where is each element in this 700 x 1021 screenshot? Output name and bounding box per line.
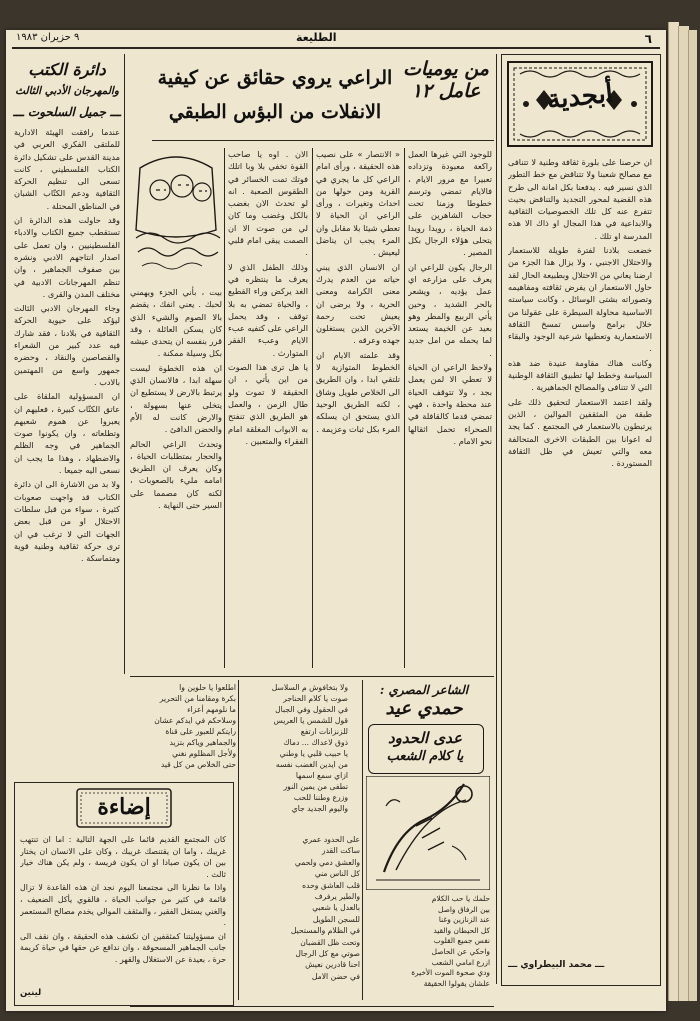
poem-line: ولا بتخافوش م السلاسل [271,683,348,692]
poem-line: ازرع امامي الشعب [431,957,490,967]
abjadiya-paragraph: وكانت هناك مقاومة عنيدة ضد هذه السياسة وخطط لها تطبيق الثقافة الوطنية التي لا تتنافى والمصالح الجماهيرية . [508,357,652,393]
abjadiya-paragraph: ان حرصنا على بلورة ثقافة وطنية لا تتنافى مع مصالح شعبنا ولا تتناقض مع خط التطور الذي نسير فيه . يدفعنا بكل امانة الى طرح هذه القضية لمحور التجديد والتناقض بحيث تتفرع عنه كل تلك الخصوصيات الثقافية والابداعية في هذا المجال او ذاك الا هذه المدرسة او تلك . [508,157,652,241]
article-paragraph: الان . اوه يا صاحب القوة تخفي بلا وبا اتلك فوتك تمت الخسائر في الطقوس الصعبة . انه لو تحدث الان بغضب بالكل وغضب وما كان لي من صوت الا ان الصمت يبقى امام قلبي . [228,149,308,258]
newspaper-page [6,30,666,1011]
poet-name: حمدي عيد [385,698,463,719]
article-column-4 [130,286,222,668]
idaa-paragraph: كان المجتمع القديم قائما على الجهة التالية : اما ان تنتهب غريبك ، واما ان يقتنصك غريبك ، وكان على الانسان ان يختار بين ان يكون صيادا او ان يكون فريسة ، ولم يكن هناك خيار ثالث . [20,835,226,879]
poem-line: وزرع وطننا للحب [293,793,348,802]
poem-line: من ايدين الغضب نفسه [275,760,348,769]
poem-top-rule [130,676,494,677]
poem-line: كل الناس مني [314,869,360,879]
column-rule [238,680,239,1000]
poem-line: وتحت ظل القضبان [300,937,360,947]
poem-line: يا حبيب قلبي يا وطني [279,749,348,758]
poem-line: علشان يقولوا الحقيقة [423,978,490,988]
poem-line: والطير يرفرف [314,892,360,902]
column-rule [124,54,125,674]
poem-line: رايتكم للعبور على قناة [165,727,236,736]
dairat-paragraph: ان المسؤولية الملقاة على عاتق الكتّاب كبيرة ، فعليهم ان يعبروا عن هموم شعبهم وتطلعاته ، وان يكونوا صوت الجماهير في وجه الظلم والاضطهاد ، وهذا ما يجب ان نسعى اليه جميعا . [14,391,120,476]
dairat-paragraph: عندما رافقت الهيئة الادارية للملتقى الفكري العربي في مدينة القدس على تشكيل دائرة الكتاب الفلسطيني ، كانت تسعى الى تنظيم الحركة الثقافية ودعم الكتّاب الشبان في المناطق المحتلة . [14,127,120,211]
poem-title-line1: عدى الحدود [387,729,462,747]
column-rule [404,148,405,668]
poem-line: قلب العاشق وحده [302,880,360,890]
poem-line: عند الزنازين وغنا [438,915,490,925]
bottom-rule [130,1006,494,1007]
headline-rule [152,140,494,141]
poem-line: تطفى من يمين النور [283,782,348,791]
poem-line: والجماهير وياكم بتزيد [169,738,236,747]
poem-line: اطلعوا يا حلوين وا [179,683,236,692]
article-illustration [130,148,222,278]
column-rule [496,54,497,984]
poem-line: في حضن الامل [311,971,360,981]
article-headline-line1: الراعي يروي حقائق عن كيفية [157,67,393,89]
article-paragraph: « الانتصار » على نصيب هذه الحقيقة ، ورأى امام الراعي كل ما يجري في القرية ومن حولها من احداث وتغيرات ، ورأى الراعي ان الحياة لا تعطي شيئا بلا مقابل وان المرء يجب ان يناضل ليعيش . [316,149,400,258]
poem-line: حلمك يا حب الكلام [431,894,490,903]
poem-line: على الحدود عمري [302,835,360,844]
column-rule [362,680,363,1000]
issue-date: ٩ حزيران ١٩٨٣ [16,32,80,43]
abjadiya-body [508,156,652,944]
article-paragraph: للوجود التي غيرها العمل راكعة معبودة وتزداده تعبيرا مع مرور الايام ، فالايام تمضي وترسم خطوطا وزمنا تحت حجاب الشاهرين على ذمة الحياة ، رويدا رويدا يتحلى هؤلاء الرجال بكل المصير . [408,149,492,258]
poem-line: بالعدل يا شعبي [312,903,360,913]
idaa-title: إضاءة [97,794,151,820]
poem-title-line2: يا كلام الشعب [386,749,464,764]
poem-line: ازاي سمع اسمها [295,771,348,780]
abjadiya-paragraph: ولقد اعتمد الاستعمار لتحقيق ذلك على طبقة من المثقفين الموالين ، الذين يرتبطون بالاستعمار في المجتمع . كما يجد له اعوانا بين الطبقات الاخرى المتحالفة معه والتي تعيش في ظل الثقافة المستوردة . [508,396,652,469]
poem-illustration [366,776,490,890]
idaa-paragraph: ان مسؤوليتنا كمثقفين ان نكشف هذه الحقيقة ، وان نقف الى جانب الجماهير المسحوقة ، وان ندافع عن حقها في حياة كريمة حرة ، بعيدة عن الاستغلال والقهر . [20,931,226,964]
article-column-1 [408,148,492,668]
idaa-signature: لينين [20,988,42,998]
article-column-2 [316,148,400,668]
article-paragraph: يا هل ترى هذا الصوت من اين يأتي ، ان الحقيقة لا تموت ولو طال الزمن ، والعمل هو الطريق الذي تنفتح به الابواب المغلقة امام الفقراء والمتعبين . [228,362,308,446]
poem-line: واحكي عن الحاصل [431,946,490,956]
section-name: الطليعة [296,31,337,44]
poem-stanza-c [366,894,490,1006]
poem-line: صوت يا كلام الحناجر [283,694,348,703]
sheet-edge [688,30,697,1001]
poem-line: في الظلام والمستحيل [290,926,360,936]
article-paragraph: وذلك الطفل الذي لا يعرف ما ينتظره في الغد يركض وراء القطيع ، والحياة تمضي به بلا توقف ، وقد يحمل الراعي على كتفيه عبء الايام وعبء الفقر المتوارث . [228,261,308,358]
article-headline-line2: الانفلات من البؤس الطبقي [168,101,382,123]
poem-line: واليوم الجديد جاي [291,804,348,813]
poet-label: الشاعر المصري : [379,683,469,697]
poem-line: والعشق دمي ولحمي [294,857,360,867]
article-paragraph: بيت ، بأني الجزء ويهمني لحبك . يعني انفك ، يقضم بالا الصوم والشيء الذي كان يسكن العائلة ، وقد قرر بنفسه ان يتحدى عيشه بكل وسيلة ممكنة . [130,287,222,359]
poem-line: صوتي مع كل الرجال [295,949,360,959]
abjadiya-byline: ـــ محمد البيطراوي ـــ [508,960,605,970]
page-number: ٦ [644,32,652,46]
article-paragraph: ان الانسان الذي يبني حياته من العدم يدرك معنى الكرامة ومعنى الحرية ، ولا يرضى ان يعيش تحت رحمة الآخرين الذين يستغلون جهده وعرقه . [316,261,400,346]
dairat-title: دائرة الكتب [28,60,106,79]
poem-line: نفس جميع القلوب [433,936,490,946]
poem-line: احنا قادرين نعيش [305,960,360,970]
article-paragraph: ولاحظ الراعي ان الحياة لا تعطي الا لمن يعمل بجد ، ولا تتوقف الحياة عند محطة واحدة ، فهي تمضي قدما كالقافلة في الصحراء تحمل اثقالها نحو الامام . [408,362,492,446]
poem-line: وسلاحكم في ايدكم عشان [154,716,236,725]
poem-line: حتى الخلاص من كل قيد [160,760,236,769]
article-kicker: من يوميات عامل ١٢ [403,58,489,102]
dairat-paragraph: وقد حاولت هذه الدائرة ان تستقطب جميع الكتاب والادباء الفلسطينيين ، وان تعمل على اصدار انتاجهم الادبي ونشره بين صفوف الجماهير ، وان تنظم المهرجانات الادبية في مختلف المدن والقرى . [14,215,120,299]
poem-line: ما نلومهم أعزاء [187,705,236,714]
dairat-paragraph: ولا بد من الاشارة الى ان دائرة الكتاب قد واجهت صعوبات كثيرة ، سواء من قبل سلطات الاحتلال او من قبل بعض الجهات التي لا ترغب في ان ترى حركة ثقافية وطنية قوية ومتماسكة . [14,479,120,564]
article-column-3 [228,148,308,668]
column-rule [224,148,225,668]
poem-line: قول للشمس يا العريس [273,716,348,725]
poem-line: كل الحيطان والقيد [433,925,490,935]
abjadiya-paragraph: خضعت بلادنا لفترة طويلة للاستعمار والاحتلال الاجنبي ، ولا يزال هذا الجزء من ارضنا يعاني من الاحتلال وبطبيعة الحال لقد حاول الاستعمار ان يفرض ثقافته ومفاهيمه وتصوراته بشتى الوسائل ، وكانت سياسته الاساسية محاولة السيطرة على عقولنا من خلال برامج واسس تمسخ الثقافة الاستعمارية وتعطيها شرعية الوجود والبقاء . [508,245,652,354]
article-paragraph: الرجال يكون للراعي ان يعرف على مزارعه اي عمل يؤديه ، ويشعر بالحر الشديد ، وحين يأتي الربيع والمطر وهو بعيد عن الخيمة يستعد لما يحمله من امل جديد . [408,261,492,358]
poem-line: ساكت القدر [321,846,360,856]
poem-line: ذوق لاعداك ... دماك [283,738,348,747]
poem-stanza-b [242,682,348,828]
poem-line: للسجن الطويل [312,914,360,924]
poem-line: ولأجل المظلوم نغني [172,749,236,758]
poem-line: في الحقول وفي الجبال [275,705,348,714]
abjadiya-title: أبجدية [545,78,615,116]
idaa-body [20,834,226,986]
column-rule [312,148,313,668]
article-paragraph: وقد علمته الايام ان الخطوط المتوازية لا تلتقي ابدا ، وان الطريق الى الخلاص طويل وشاق ، لكنه الطريق الوحيد الذي يستحق ان يسلكه المرء بكل ثبات وعزيمة . [316,349,400,434]
poem-line: بين الرفاق واصل [437,904,490,914]
poem-line: ودي صحوة الموت الأخيرة [411,968,490,978]
dairat-paragraph: وجاء المهرجان الادبي الثالث ليؤكد على حيوية الحركة الثقافية في بلادنا ، فقد شارك فيه عدد كبير من الشعراء والقصاصين والنقاد ، وحضره جمهور واسع من المهتمين بالادب . [14,303,120,387]
article-paragraph: وتحدث الراعي الحالم والحجار بمتطلبات الحياة ، وكان يعرف ان الطريق امامه مليء بالصعوبات ، لكنه كان مصمما على السير حتى النهاية . [130,438,222,511]
poem-stanza-d [242,834,360,994]
dairat-subtitle: والمهرجان الأدبي الثالث [15,85,119,97]
dairat-byline: ـــ جميل السلحوت ـــ [13,105,121,119]
poem-stanza-a [130,682,236,774]
poem-line: للزنزانات ارتفع [300,727,348,736]
article-paragraph: ان هذه الخطوة ليست سهلة ابدا ، فالانسان الذي يرتبط بالارض لا يستطيع ان يتخلى عنها بسهولة ، والارض كانت له الأم والحضن الدافئ . [130,362,222,435]
poem-line: بكرة ومقامنا من التحرير [159,694,236,703]
idaa-paragraph: واذا ما نظرنا الى مجتمعنا اليوم نجد ان هذه القاعدة لا تزال قائمة في كثير من جوانب الحياة ، فالقوي يأكل الضعيف ، والغني يستغل الفقير ، والمثقف الموالي يخدم مصالح المستعمر . [20,883,226,928]
header-rule [12,47,660,49]
dairat-body [14,126,120,666]
